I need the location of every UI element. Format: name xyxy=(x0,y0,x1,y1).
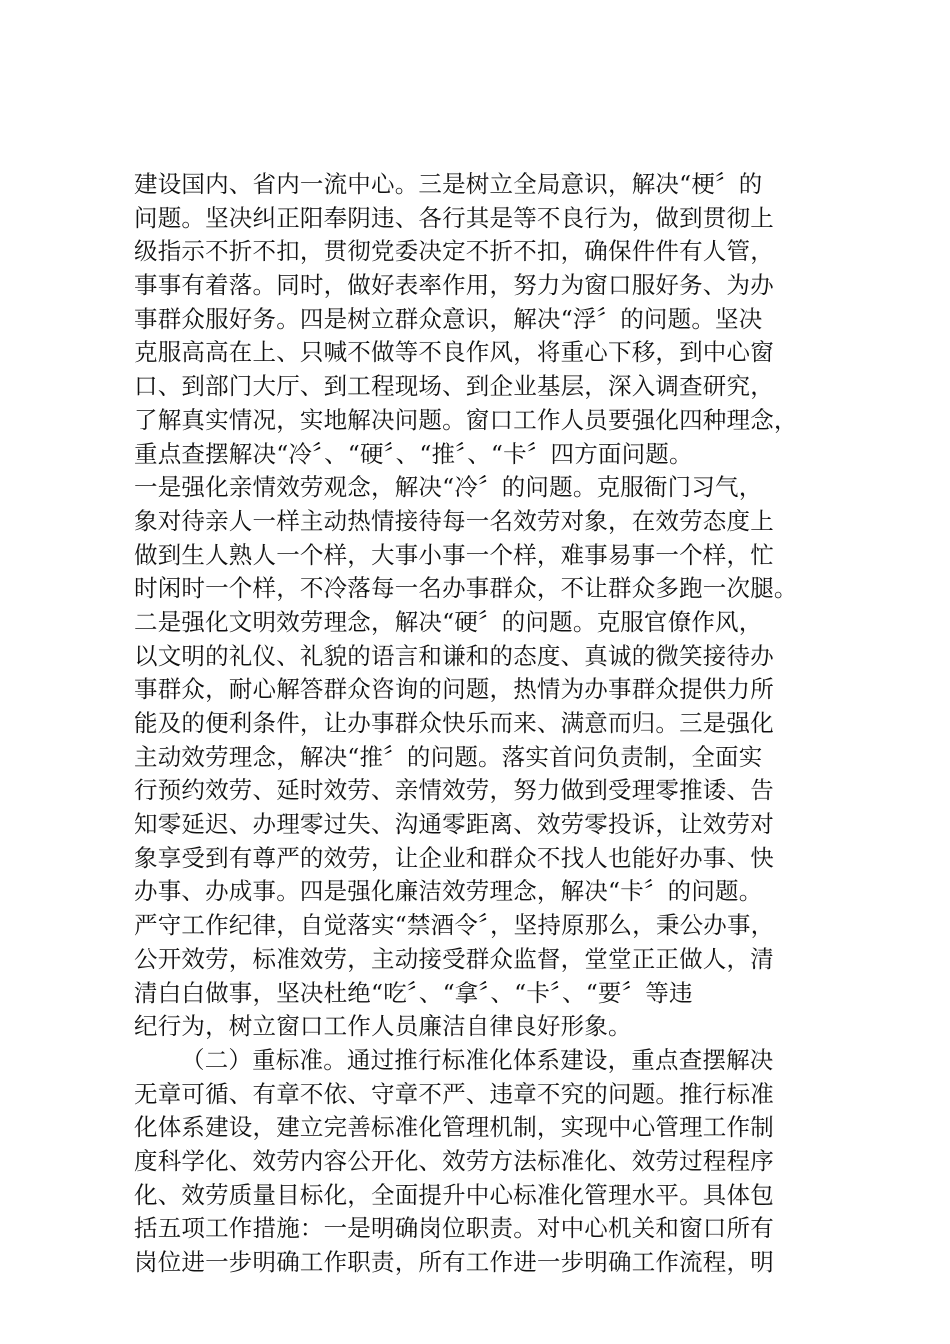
text-line: 括五项工作措施：一是明确岗位职责。对中心机关和窗口所有 xyxy=(134,1214,774,1243)
text-line: 以文明的礼仪、礼貌的语言和谦和的态度、真诚的微笑接待办 xyxy=(134,641,774,670)
text-line: 岗位进一步明确工作职责，所有工作进一步明确工作流程，明 xyxy=(134,1248,774,1276)
text-line: 化、效劳质量目标化，全面提升中心标准化管理水平。具体包 xyxy=(134,1180,774,1209)
text-line: 重点查摆解决“冷〞、“硬〞、“推〞、“卡〞四方面问题。 xyxy=(134,439,693,468)
text-line: 问题。坚决纠正阳奉阴违、各行其是等不良行为，做到贯彻上 xyxy=(134,203,774,232)
body-text xyxy=(134,168,834,1280)
text-line: 一是强化亲情效劳观念，解决“冷〞的问题。克服衙门习气， xyxy=(134,473,763,502)
text-line: 事群众服好务。四是树立群众意识，解决“浮〞的问题。坚决 xyxy=(134,304,763,333)
text-line: 纪行为，树立窗口工作人员廉洁自律良好形象。 xyxy=(134,1012,632,1041)
text-line: 做到生人熟人一个样，大事小事一个样，难事易事一个样，忙 xyxy=(134,540,774,569)
text-line: 无章可循、有章不依、守章不严、违章不究的问题。推行标准 xyxy=(134,1079,774,1108)
text-line: 办事、办成事。四是强化廉洁效劳理念，解决“卡〞的问题。 xyxy=(134,877,763,906)
text-line: 事群众，耐心解答群众咨询的问题，热情为办事群众提供力所 xyxy=(134,675,774,704)
text-line: 了解真实情况，实地解决问题。窗口工作人员要强化四种理念， xyxy=(134,405,798,434)
text-line: 建设国内、省内一流中心。三是树立全局意识，解决“梗〞的 xyxy=(134,170,763,198)
text-line: 知零延迟、办理零过失、沟通零距离、效劳零投诉，让效劳对 xyxy=(134,810,774,839)
text-line: 度科学化、效劳内容公开化、效劳方法标准化、效劳过程程序 xyxy=(134,1146,774,1175)
text-line: 口、到部门大厅、到工程现场、到企业基层，深入调查研究， xyxy=(134,372,774,401)
text-line: （二）重标准。通过推行标准化体系建设，重点查摆解决 xyxy=(181,1045,774,1074)
text-line: 能及的便利条件，让办事群众快乐而来、满意而归。三是强化 xyxy=(134,709,774,737)
text-line: 二是强化文明效劳理念，解决“硬〞的问题。克服官僚作风， xyxy=(134,607,763,636)
text-line: 化体系建设，建立完善标准化管理机制，实现中心管理工作制 xyxy=(134,1113,774,1142)
text-line: 时闲时一个样，不冷落每一名办事群众，不让群众多跑一次腿。 xyxy=(134,574,798,603)
text-line: 清白白做事，坚决杜绝“吃〞、“拿〞、“卡〞、“要〞等违 xyxy=(134,978,693,1007)
text-line: 严守工作纪律，自觉落实“禁酒令〞，坚持原那么，秉公办事， xyxy=(134,911,775,940)
text-line: 事事有着落。同时，做好表率作用，努力为窗口服好务、为办 xyxy=(134,271,774,300)
text-line: 象享受到有尊严的效劳，让企业和群众不找人也能好办事、快 xyxy=(134,843,774,872)
text-line: 主动效劳理念，解决“推〞的问题。落实首问负责制，全面实 xyxy=(134,742,763,771)
text-line: 公开效劳，标准效劳，主动接受群众监督，堂堂正正做人，清 xyxy=(134,944,774,973)
text-line: 级指示不折不扣，贯彻党委决定不折不扣，确保件件有人管， xyxy=(134,237,774,266)
text-line: 行预约效劳、延时效劳、亲情效劳，努力做到受理零推诿、告 xyxy=(134,776,774,805)
text-line: 象对待亲人一样主动热情接待每一名效劳对象，在效劳态度上 xyxy=(134,506,774,535)
text-line: 克服高高在上、只喊不做等不良作风，将重心下移，到中心窗 xyxy=(134,338,774,367)
